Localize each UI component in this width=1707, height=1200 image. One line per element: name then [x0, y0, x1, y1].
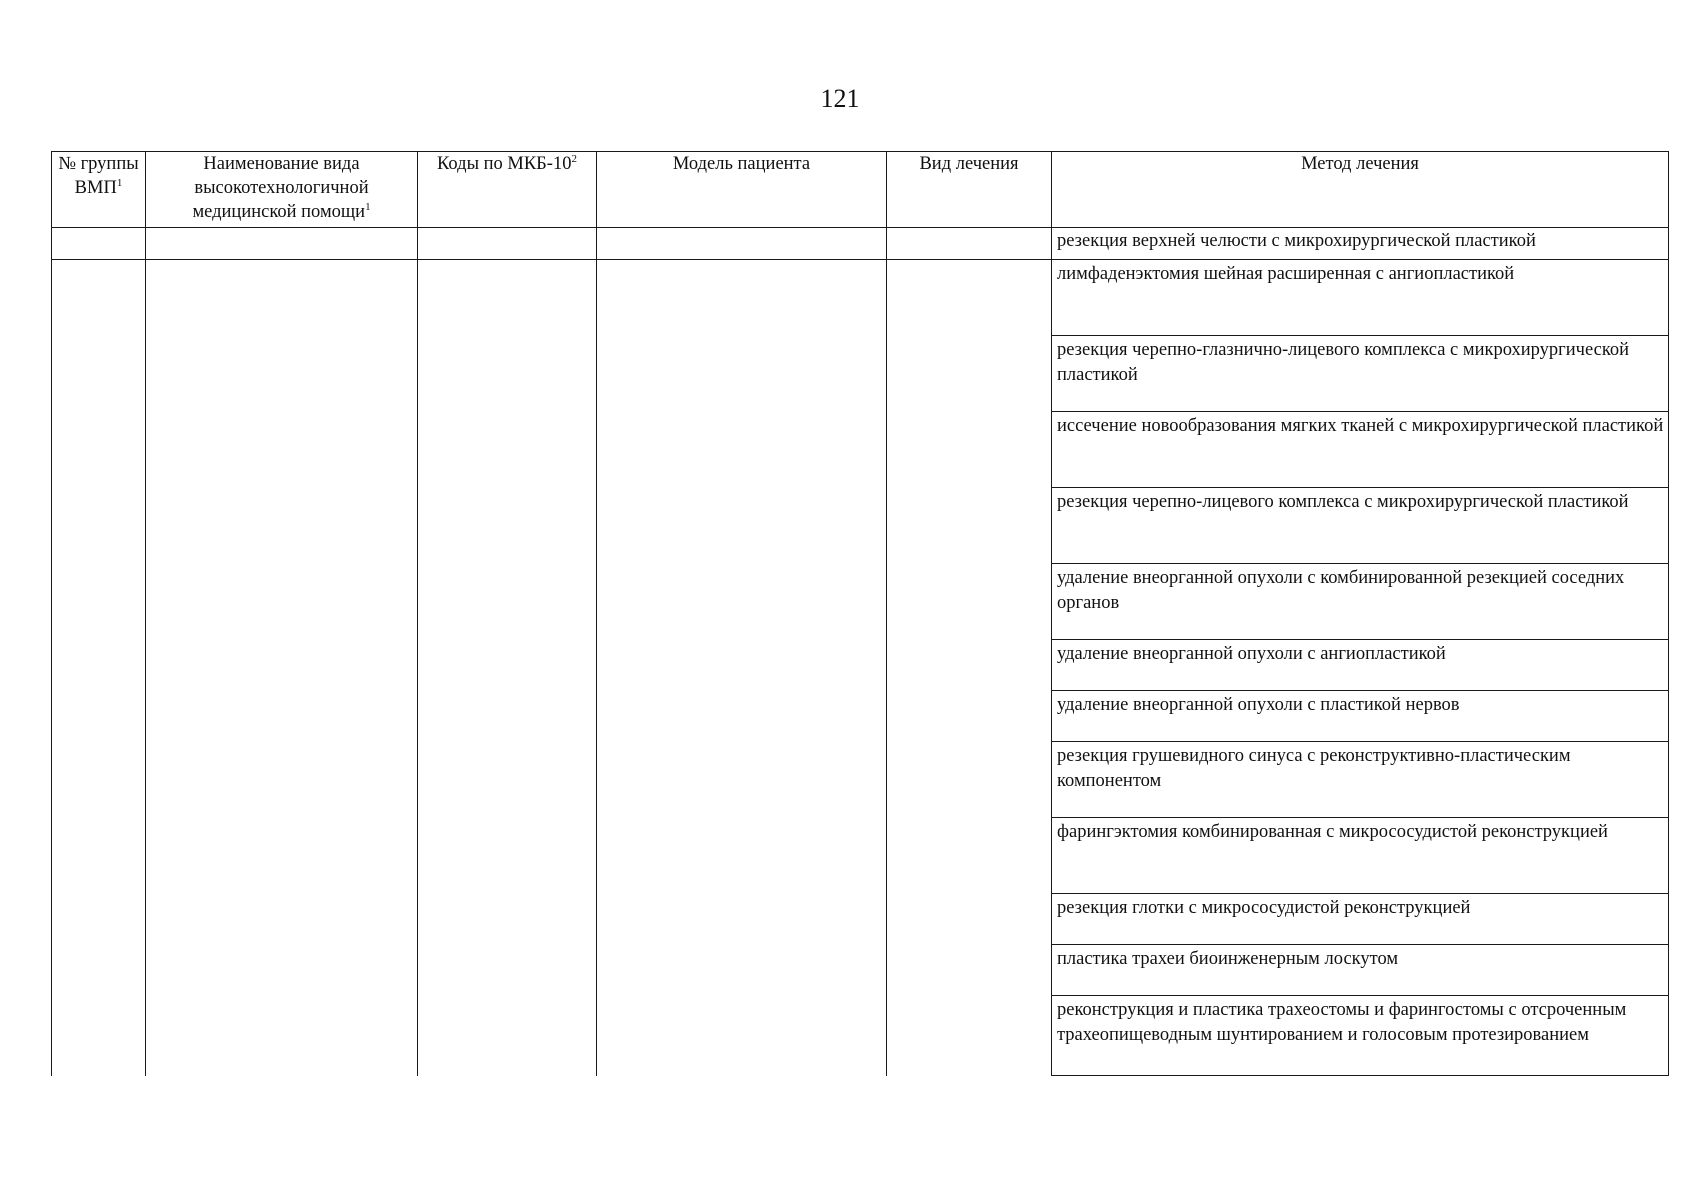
method-cell: удаление внеорганной опухоли с ангиопластикой [1052, 640, 1669, 691]
page-number: 121 [820, 84, 860, 113]
method-cell: резекция верхней челюсти с микрохирургической пластикой [1052, 228, 1669, 260]
header-icd-codes: Коды по МКБ-$10^2$ [418, 152, 597, 228]
method-cell: резекция грушевидного синуса с реконструктивно-пластическим компонентом [1052, 742, 1669, 818]
method-cell: резекция черепно-лицевого комплекса с микрохирургической пластикой [1052, 488, 1669, 564]
method-cell: фарингэктомия комбинированная с микрососудистой реконструкцией [1052, 818, 1669, 894]
method-cell: удаление внеорганной опухоли с пластикой нервов [1052, 691, 1669, 742]
treatment-methods-table [51, 151, 1669, 1076]
header-treatment-type: Вид лечения [887, 152, 1052, 228]
empty-cell [597, 228, 887, 260]
empty-cell [418, 228, 597, 260]
table-row [52, 228, 1669, 260]
method-cell: иссечение новообразования мягких тканей с микрохирургической пластикой [1052, 412, 1669, 488]
header-group-number: № группы ВМП$^1$ [52, 152, 146, 228]
empty-cell [146, 228, 418, 260]
method-cell: пластика трахеи биоинженерным лоскутом [1052, 945, 1669, 996]
patient-model-cell [597, 260, 887, 1076]
method-cell: реконструкция и пластика трахеостомы и фарингостомы с отсроченным трахеопищеводным шунтированием и голосовым протезированием [1052, 996, 1669, 1076]
table-row [52, 260, 1669, 336]
empty-cell [887, 228, 1052, 260]
empty-cell [52, 228, 146, 260]
treatment-type-cell [887, 260, 1052, 1076]
header-treatment-method: Метод лечения [1052, 152, 1669, 228]
method-cell: резекция глотки с микрососудистой реконструкцией [1052, 894, 1669, 945]
header-patient-model: Модель пациента [597, 152, 887, 228]
header-care-type-name: Наименование вида высокотехнологичной медицинской помощи$^1$ [146, 152, 418, 228]
table-header-row [52, 152, 1669, 228]
icd-codes-cell [418, 260, 597, 1076]
group-number-cell [52, 260, 146, 1076]
method-cell: резекция черепно-глазнично-лицевого комплекса с микрохирургической пластикой [1052, 336, 1669, 412]
method-cell: удаление внеорганной опухоли с комбинированной резекцией соседних органов [1052, 564, 1669, 640]
care-type-cell [146, 260, 418, 1076]
method-cell: лимфаденэктомия шейная расширенная с ангиопластикой [1052, 260, 1669, 336]
